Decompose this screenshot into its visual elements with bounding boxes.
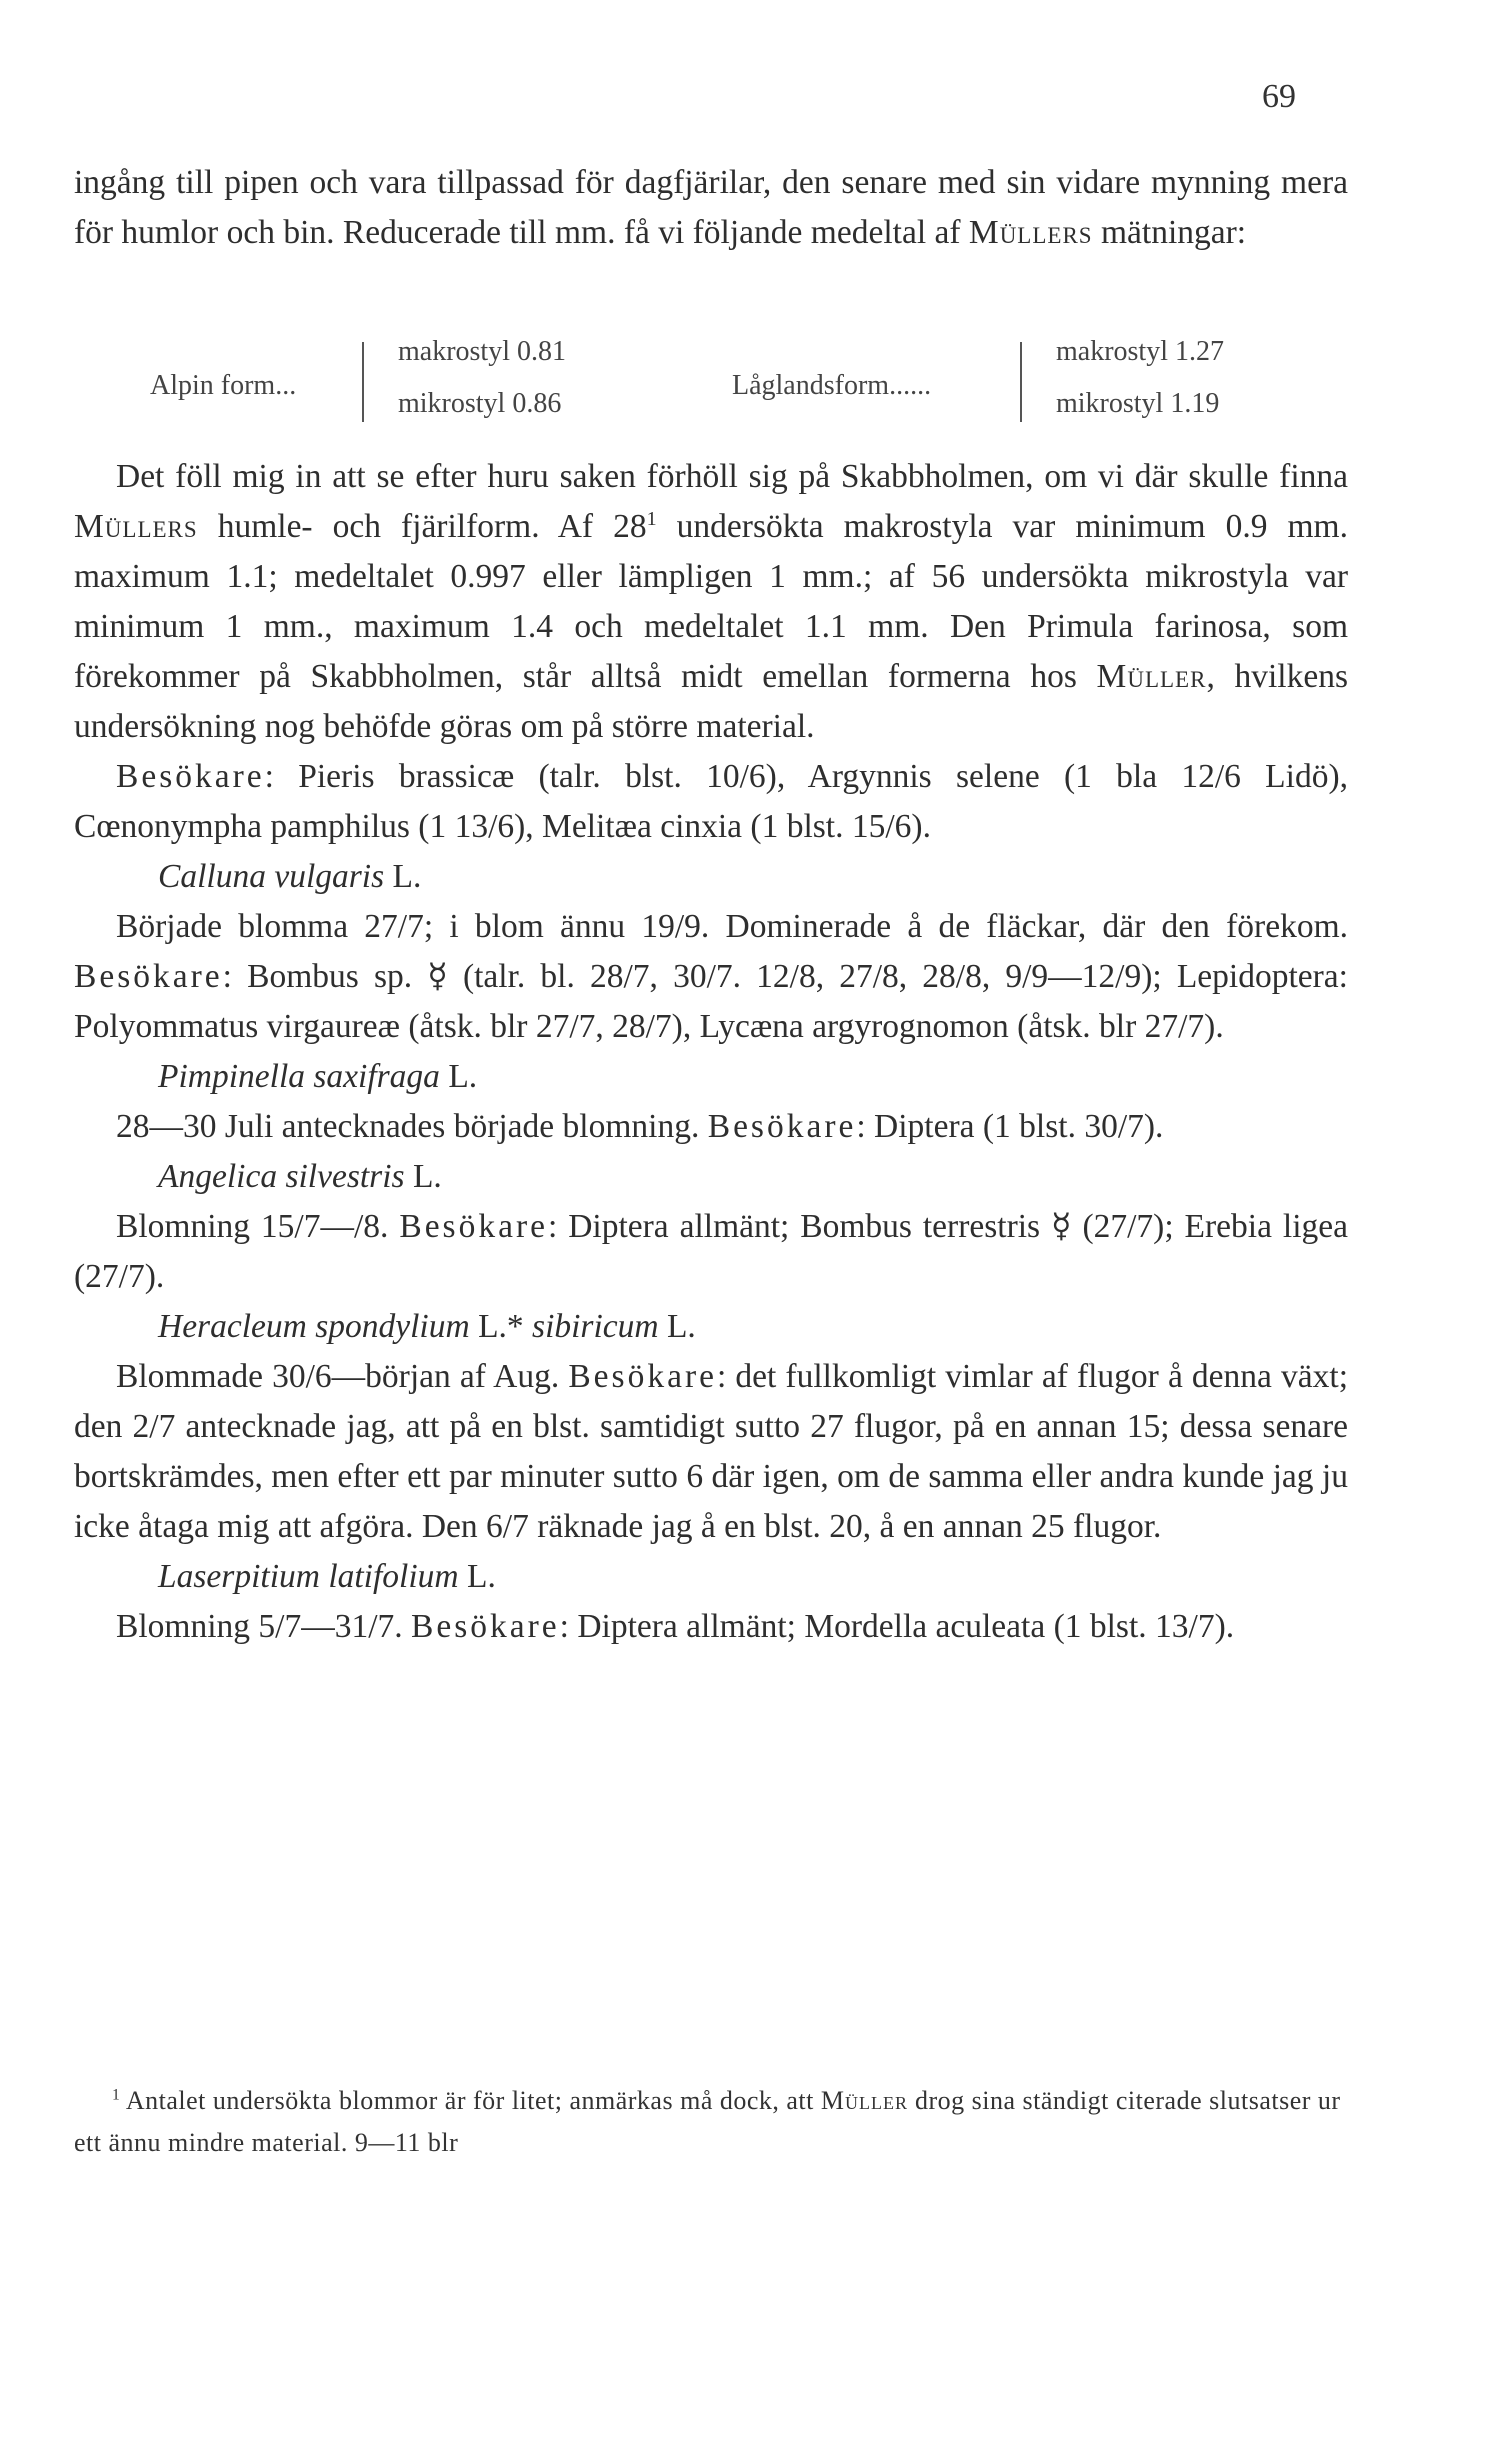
- paragraph-intro: ingång till pipen och vara tillpassad för dagfjärilar, den senare med sin vidare mynning mera för humlor och bin. Reducerade till mm. få vi följande medeltal af Müllers mätningar:: [74, 164, 1348, 251]
- footnote-number: 1: [112, 2086, 121, 2104]
- paragraph-pimpinella: 28—30 Juli antecknades började blomning. Besökare: Diptera (1 blst. 30/7).: [116, 1108, 1164, 1145]
- lowland-makrostyl: makrostyl 1.27: [1056, 336, 1224, 367]
- visitors-label: Besökare: [74, 958, 223, 995]
- alpine-makrostyl: makrostyl 0.81: [398, 336, 566, 367]
- paragraph-laserpitium: Blomning 5/7—31/7. Besökare: Diptera allmänt; Mordella aculeata (1 blst. 13/7).: [116, 1608, 1235, 1645]
- alpine-form-label: Alpin form...: [150, 370, 297, 401]
- paragraph-angelica: Blomning 15/7—/8. Besökare: Diptera allmänt; Bombus terrestris ☿ (27/7); Erebia ligea (27/7).: [74, 1208, 1348, 1295]
- paragraph-primula-visitors: Besökare: Pieris brassicæ (talr. blst. 10/6), Argynnis selene (1 bla 12/6 Lidö), Cœnonympha pamphilus (1 13/6), Melitæa cinxia (1 blst. 15/6).: [74, 758, 1348, 845]
- lowland-form-label: Låglandsform......: [732, 370, 932, 401]
- footnote-ref: 1: [646, 507, 657, 530]
- brace-line: [1020, 342, 1022, 422]
- paragraph-calluna: Började blomma 27/7; i blom ännu 19/9. Dominerade å de fläckar, där den förekom. Besökare: Bombus sp. ☿ (talr. bl. 28/7, 30/7. 12/8, 27/8, 28/8, 9/9—12/9); Lepidoptera: Polyommatus virgaureæ (åtsk. blr 27/7, 28/7), Lycæna argyrognomon (åtsk. blr 27/7).: [74, 908, 1348, 1045]
- body-text-top: [74, 158, 1348, 258]
- paragraph-skabbholmen: Det föll mig in att se efter huru saken förhöll sig på Skabbholmen, om vi där skulle finna Müllers humle- och fjärilform. Af $28^1$ undersökta makrostyla var minimum 0.9 mm. maximum 1.1; medeltalet 0.997 eller lämpligen 1 mm.; af 56 undersökta mikrostyla var minimum 1 mm., maximum 1.4 och medeltalet 1.1 mm. Den Primula farinosa, som förekommer på Skabbholmen, står alltså midt emellan formerna hos Müller, hvilkens undersökning nog behöfde göras om på större material.: [74, 458, 1348, 745]
- species-heading-calluna: Calluna vulgaris L.: [158, 858, 422, 895]
- visitors-label: Besökare: [116, 758, 265, 795]
- paragraph-heracleum: Blommade 30/6—början af Aug. Besökare: det fullkomligt vimlar af flugor å denna växt; den 2/7 antecknade jag, att på en blst. samtidigt sutto 27 flugor, på en annan 15; dessa senare bortskrämdes, men efter ett par minuter sutto 6 där igen, om de samma eller andra kunde jag ju icke åtaga mig att afgöra. Den 6/7 räknade jag å en blst. 20, å en annan 25 flugor.: [74, 1358, 1349, 1545]
- body-text-main: [74, 452, 1348, 1652]
- author-name: Müller: [1096, 658, 1207, 695]
- footnote: $^1$ Antalet undersökta blommor är för litet; anmärkas må dock, att Müller drog sina ständigt citerade slutsatser ur ett ännu mindre material. 9—11 blr: [74, 2086, 1341, 2157]
- measurement-table: [0, 336, 1489, 436]
- species-heading-pimpinella: Pimpinella saxifraga L.: [158, 1058, 478, 1095]
- author-name: Müllers: [968, 214, 1093, 251]
- page-number: 69: [1262, 78, 1296, 115]
- visitors-label: Besökare: [399, 1208, 548, 1245]
- brace-line: [362, 342, 364, 422]
- visitors-label: Besökare: [707, 1108, 857, 1145]
- lowland-mikrostyl: mikrostyl 1.19: [1056, 388, 1220, 419]
- visitors-label: Besökare: [411, 1608, 560, 1645]
- author-name: Müller: [820, 2086, 908, 2115]
- alpine-mikrostyl: mikrostyl 0.86: [398, 388, 562, 419]
- author-name: Müllers: [74, 508, 198, 545]
- visitors-label: Besökare: [568, 1358, 717, 1395]
- species-heading-heracleum: Heracleum spondylium L.* sibiricum L.: [158, 1308, 696, 1345]
- species-heading-laserpitium: Laserpitium latifolium L.: [158, 1558, 496, 1595]
- species-heading-angelica: Angelica silvestris L.: [158, 1158, 442, 1195]
